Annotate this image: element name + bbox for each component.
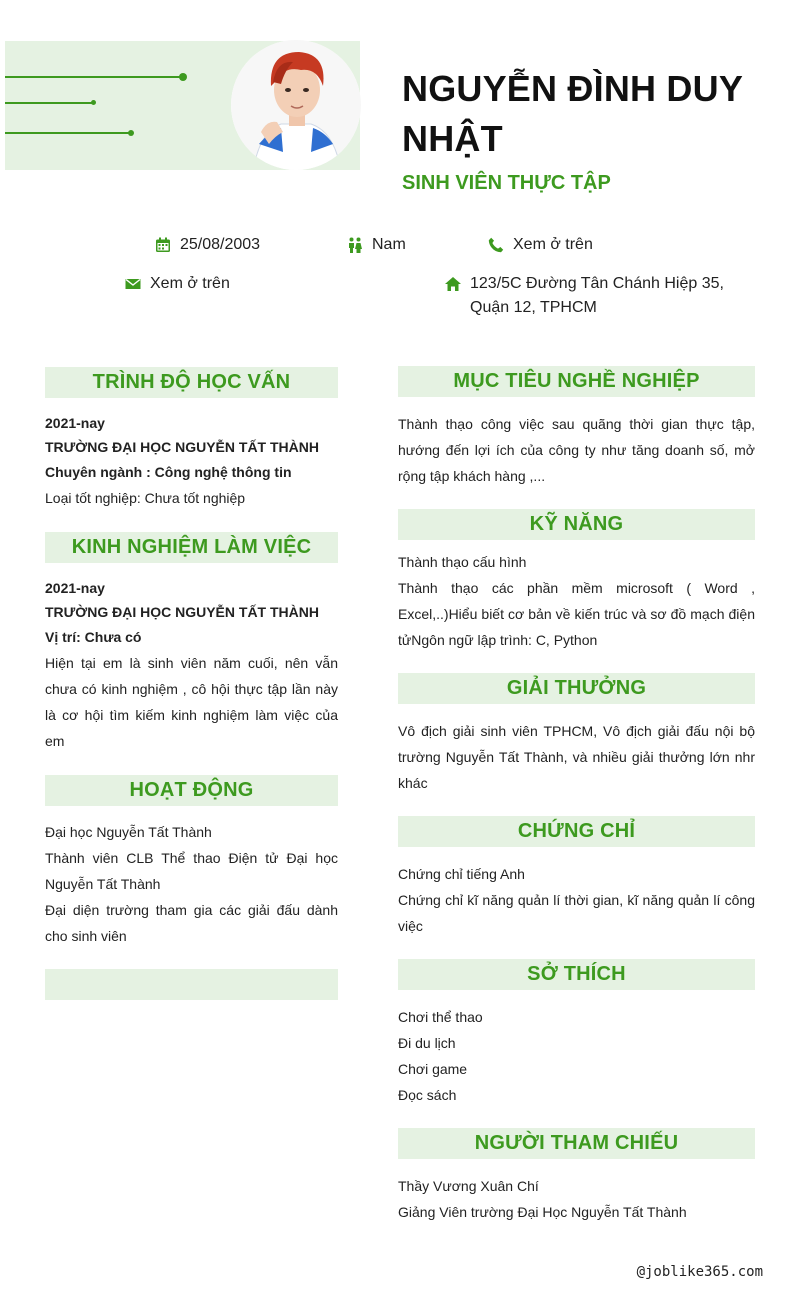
education-period: 2021-nay	[45, 415, 105, 431]
skills-heading: KỸ NĂNG	[398, 509, 755, 540]
activities-heading: HOẠT ĐỘNG	[45, 775, 338, 806]
birthday-info	[155, 233, 260, 257]
certificate-item: Chứng chỉ kĩ năng quản lí thời gian, kĩ năng quản lí công việc	[398, 892, 755, 934]
education-school: TRƯỜNG ĐẠI HỌC NGUYỄN TẤT THÀNH	[45, 439, 319, 455]
candidate-name: NGUYỄN ĐÌNH DUY NHẬT	[402, 68, 743, 159]
experience-position: Vị trí: Chưa có	[45, 629, 142, 645]
hobbies-section	[398, 1004, 755, 1108]
certificates-heading: CHỨNG CHỈ	[398, 816, 755, 847]
header-decor-dot	[91, 100, 96, 105]
birthday-value: 25/08/2003	[180, 236, 261, 253]
activity-item: Đại học Nguyễn Tất Thành	[45, 824, 212, 840]
experience-company: TRƯỜNG ĐẠI HỌC NGUYỄN TẤT THÀNH	[45, 604, 319, 620]
envelope-icon	[125, 276, 141, 292]
skill-item: Thành thạo các phần mềm microsoft ( Word , Excel,..)Hiểu biết cơ bản về kiến trúc và sơ đồ mạch điện tửNgôn ngữ lập trình: C, Python	[398, 580, 755, 648]
home-icon	[445, 276, 461, 292]
phone-icon	[488, 237, 504, 253]
gender-icon	[347, 237, 363, 253]
footer-watermark: @joblike365.com	[636, 1264, 763, 1280]
email-value: Xem ở trên	[150, 275, 230, 292]
empty-section-heading	[45, 969, 338, 1000]
objective-text: Thành thạo công việc sau quãng thời gian thực tập, hướng đến lợi ích của công ty như tăng doanh số, mở rộng tập khách hàng ,...	[398, 416, 755, 484]
hobby-item: Đọc sách	[398, 1087, 457, 1103]
hobby-item: Chơi game	[398, 1061, 468, 1077]
hobbies-heading: SỞ THÍCH	[398, 959, 755, 990]
experience-period: 2021-nay	[45, 580, 105, 596]
education-grade: Loại tốt nghiệp: Chưa tốt nghiệp	[45, 490, 246, 506]
header-decor-line	[5, 76, 183, 78]
avatar-portrait	[231, 40, 361, 170]
certificate-item: Chứng chỉ tiếng Anh	[398, 866, 525, 882]
reference-item: Giảng Viên trường Đại Học Nguyễn Tất Thành	[398, 1204, 687, 1220]
references-section	[398, 1173, 755, 1225]
certificates-section	[398, 861, 755, 939]
education-major: Chuyên ngành : Công nghệ thông tin	[45, 464, 292, 480]
address-value: 123/5C Đường Tân Chánh Hiệp 35, Quận 12, TPHCM	[470, 275, 724, 316]
experience-section	[45, 576, 338, 754]
address-info	[445, 272, 761, 320]
header-decor-line	[5, 102, 94, 104]
reference-item: Thầy Vương Xuân Chí	[398, 1178, 539, 1194]
education-section	[45, 411, 338, 511]
skills-section	[398, 549, 755, 653]
header-decor-dot	[128, 130, 134, 136]
email-info	[125, 272, 230, 296]
references-heading: NGƯỜI THAM CHIẾU	[398, 1128, 755, 1159]
objective-section	[398, 411, 755, 489]
awards-text: Vô địch giải sinh viên TPHCM, Vô địch giải đấu nội bộ trường Nguyễn Tất Thành, và nhiều giải thưởng lớn nhr khác	[398, 723, 755, 791]
header-decor-dot	[179, 73, 187, 81]
calendar-icon	[155, 237, 171, 253]
awards-section	[398, 718, 755, 796]
gender-value: Nam	[372, 236, 406, 253]
activity-item: Thành viên CLB Thể thao Điện tử Đại học Nguyễn Tất Thành	[45, 850, 338, 892]
phone-value: Xem ở trên	[513, 236, 593, 253]
header-decor-line	[5, 132, 131, 134]
avatar	[231, 40, 361, 170]
phone-info	[488, 233, 593, 257]
objective-heading: MỤC TIÊU NGHỀ NGHIỆP	[398, 366, 755, 397]
activity-item: Đại diện trường tham gia các giải đấu dành cho sinh viên	[45, 902, 338, 944]
awards-heading: GIẢI THƯỞNG	[398, 673, 755, 704]
activities-section	[45, 819, 338, 949]
experience-description: Hiện tại em là sinh viên năm cuối, nên vẫn chưa có kinh nghiệm , cô hội thực tập lần này là cơ hội tìm kiếm kinh nghiệm làm việc của em	[45, 655, 338, 749]
hobby-item: Đi du lịch	[398, 1035, 456, 1051]
education-heading: TRÌNH ĐỘ HỌC VẤN	[45, 367, 338, 398]
experience-heading: KINH NGHIỆM LÀM VIỆC	[45, 532, 338, 563]
gender-info	[347, 233, 406, 257]
hobby-item: Chơi thể thao	[398, 1009, 483, 1025]
candidate-title: SINH VIÊN THỰC TẬP	[402, 172, 611, 194]
skill-item: Thành thạo cấu hình	[398, 554, 527, 570]
